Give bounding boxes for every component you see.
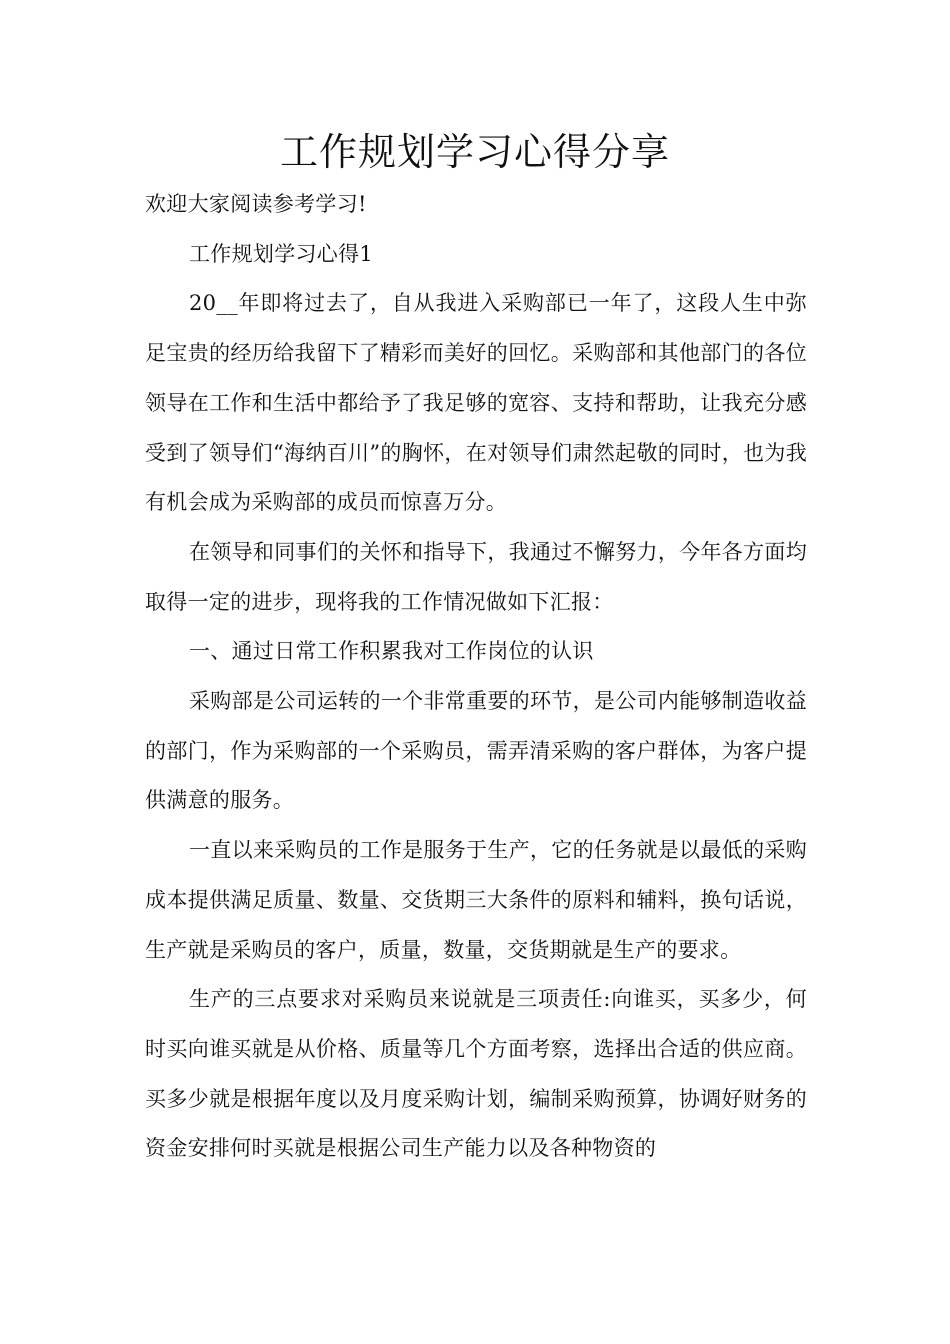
paragraph: 20__年即将过去了，自从我进入采购部已一年了，这段人生中弥足宝贵的经历给我留下了精彩而美好的回忆。采购部和其他部门的各位领导在工作和生活中都给予了我足够的宽容、支持和帮助，让我充分感受到了领导们“海纳百川”的胸怀，在对领导们肃然起敬的同时，也为我有机会成为采购部的成员而惊喜万分。	[145, 291, 807, 515]
document-body	[145, 180, 807, 1174]
paragraph: 在领导和同事们的关怀和指导下，我通过不懈努力，今年各方面均取得一定的进步，现将我的工作情况做如下汇报：	[145, 539, 807, 614]
document-title: 工作规划学习心得分享	[279, 130, 670, 174]
paragraph: 一直以来采购员的工作是服务于生产，它的任务就是以最低的采购成本提供满足质量、数量、交货期三大条件的原料和辅料，换句话说，生产就是采购员的客户，质量，数量，交货期就是生产的要求。	[145, 838, 807, 962]
paragraph: 采购部是公司运转的一个非常重要的环节，是公司内能够制造收益的部门，作为采购部的一个采购员，需弄清采购的客户群体，为客户提供满意的服务。	[145, 689, 807, 813]
section-heading: 工作规划学习心得1	[189, 241, 374, 266]
intro-line: 欢迎大家阅读参考学习!	[145, 192, 367, 216]
section-heading: 一、通过日常工作积累我对工作岗位的认识	[189, 639, 594, 664]
paragraph: 生产的三点要求对采购员来说就是三项责任:向谁买，买多少，何时买向谁买就是从价格、质量等几个方面考察，选择出合适的供应商。买多少就是根据年度以及月度采购计划，编制采购预算，协调好财务的资金安排何时买就是根据公司生产能力以及各种物资的	[145, 987, 807, 1161]
